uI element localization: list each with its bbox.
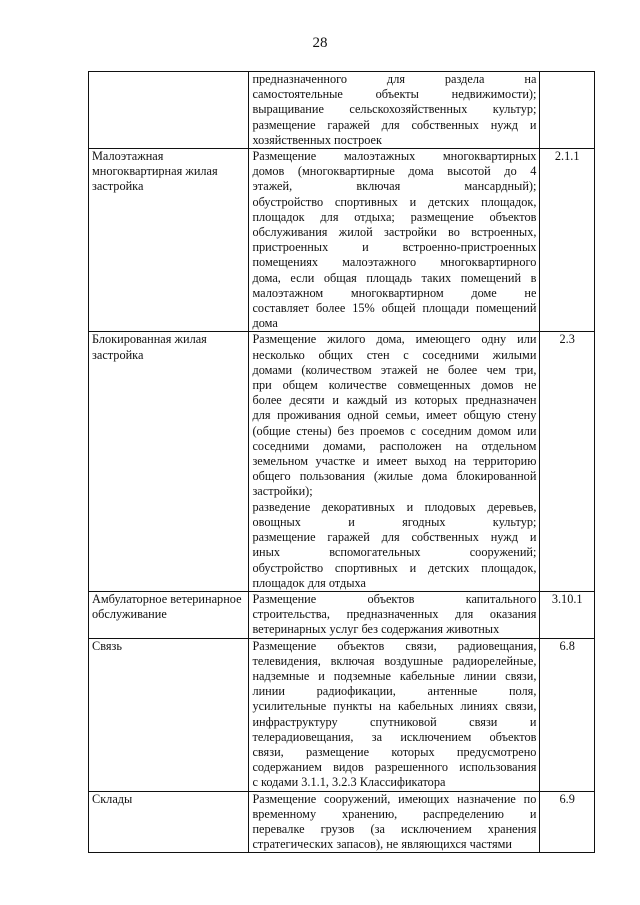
land-use-description [249, 332, 540, 591]
land-use-name: Амбулаторное ветеринарное обслуживание [89, 591, 249, 638]
description-line: обслуживания жилой застройки во встроенных, [252, 225, 537, 240]
description-line: этажей, включая мансардный); [252, 179, 537, 194]
description-line: предназначенного для раздела на [252, 72, 537, 86]
description-line: временному хранению, распределению и [252, 806, 537, 821]
description-line: линии радиофикации, антенные поля, [252, 684, 537, 699]
description-line: более десяти и каждый из которых предназначен [252, 393, 537, 408]
table-row [89, 72, 595, 149]
land-use-code: 6.8 [540, 638, 595, 791]
table-row [89, 591, 595, 638]
description-line: площадок для отдыха; размещение объектов [252, 209, 537, 224]
description-line: самостоятельные объекты недвижимости); [252, 87, 537, 102]
table-body [89, 72, 595, 853]
land-use-code: 2.1.1 [540, 149, 595, 332]
description-line: ветеринарных услуг без содержания животных [252, 622, 500, 637]
description-line: Размещение объектов капитального [252, 591, 537, 606]
table-row [89, 638, 595, 791]
description-line: площадок для отдыха [252, 575, 366, 590]
description-line: Размещение сооружений, имеющих назначение по [252, 791, 537, 806]
description-line: несколько общих стен с соседними жилыми [252, 347, 537, 362]
description-line: дома, если общая площадь таких помещений в [252, 270, 537, 285]
land-use-description [249, 72, 540, 149]
land-use-code: 3.10.1 [540, 591, 595, 638]
description-line: Размещение малоэтажных многоквартирных [252, 149, 537, 164]
description-line: связи, размещение которых предусмотрено [252, 744, 537, 759]
description-line: выращивание сельскохозяйственных культур; [252, 102, 537, 117]
description-line: строительства, предназначенных для оказания [252, 607, 537, 622]
land-use-name: Склады [89, 791, 249, 853]
land-use-description [249, 791, 540, 853]
description-line: содержанием видов разрешенного использования [252, 760, 537, 775]
table-row [89, 332, 595, 591]
description-line: земельном участке и имеет выход на территорию [252, 454, 537, 469]
description-line: домами (количеством этажей не более чем три, [252, 362, 537, 377]
description-line: обустройство спортивных и детских площадок, [252, 560, 537, 575]
land-use-name: Связь [89, 638, 249, 791]
land-use-description [249, 149, 540, 332]
description-line: стратегических запасов), не являющихся частями [252, 837, 512, 852]
description-line: размещение гаражей для собственных нужд и [252, 117, 537, 132]
land-use-name: Малоэтажная многоквартирная жилая застройка [89, 149, 249, 332]
table-row [89, 149, 595, 332]
land-use-code [540, 72, 595, 149]
description-line: иных вспомогательных сооружений; [252, 545, 537, 560]
description-line: для проживания одной семьи, имеет общую стену [252, 408, 537, 423]
description-line: телерадиовещания, за исключением объектов [252, 729, 537, 744]
description-line: с кодами 3.1.1, 3.2.3 Классификатора [252, 775, 446, 790]
land-use-table [88, 71, 595, 853]
description-line: дома [252, 316, 278, 331]
description-line: телевидения, включая воздушные радиорелейные, [252, 653, 537, 668]
description-line: застройки); [252, 484, 313, 499]
description-line: размещение гаражей для собственных нужд и [252, 530, 537, 545]
description-line: обустройство спортивных и детских площадок, [252, 194, 537, 209]
description-line: Размещение жилого дома, имеющего одну или [252, 332, 537, 347]
description-line: соседними домами, расположен на отдельном [252, 438, 537, 453]
description-line: усилительные пункты на кабельных линиях связи, [252, 699, 537, 714]
table-row [89, 791, 595, 853]
description-line: Размещение объектов связи, радиовещания, [252, 638, 537, 653]
land-use-description [249, 591, 540, 638]
description-line: инфраструктуру спутниковой связи и [252, 714, 537, 729]
page-number: 28 [312, 35, 328, 51]
description-line: при общем количестве совмещенных домов не [252, 378, 537, 393]
land-use-name: Блокированная жилая застройка [89, 332, 249, 591]
description-line: помещениях малоэтажного многоквартирного [252, 255, 537, 270]
description-line: (общие стены) без проемов с соседним домом или [252, 423, 537, 438]
land-use-code: 2.3 [540, 332, 595, 591]
description-line: составляет более 15% общей площади помещений [252, 301, 537, 316]
description-line: малоэтажном многоквартирном доме не [252, 285, 537, 300]
land-use-description [249, 638, 540, 791]
description-line: перевалке грузов (за исключением хранения [252, 821, 537, 836]
land-use-name [89, 72, 249, 149]
description-line: надземные и подземные кабельные линии связи, [252, 668, 537, 683]
description-line: пристроенных и встроенно-пристроенных [252, 240, 537, 255]
description-line: хозяйственных построек [252, 132, 382, 147]
description-line: разведение декоративных и плодовых деревьев, [252, 499, 537, 514]
description-line: домов (многоквартирные дома высотой до 4 [252, 164, 537, 179]
description-line: овощных и ягодных культур; [252, 514, 537, 529]
description-line: общего пользования (жилые дома блокированной [252, 469, 537, 484]
land-use-code: 6.9 [540, 791, 595, 853]
